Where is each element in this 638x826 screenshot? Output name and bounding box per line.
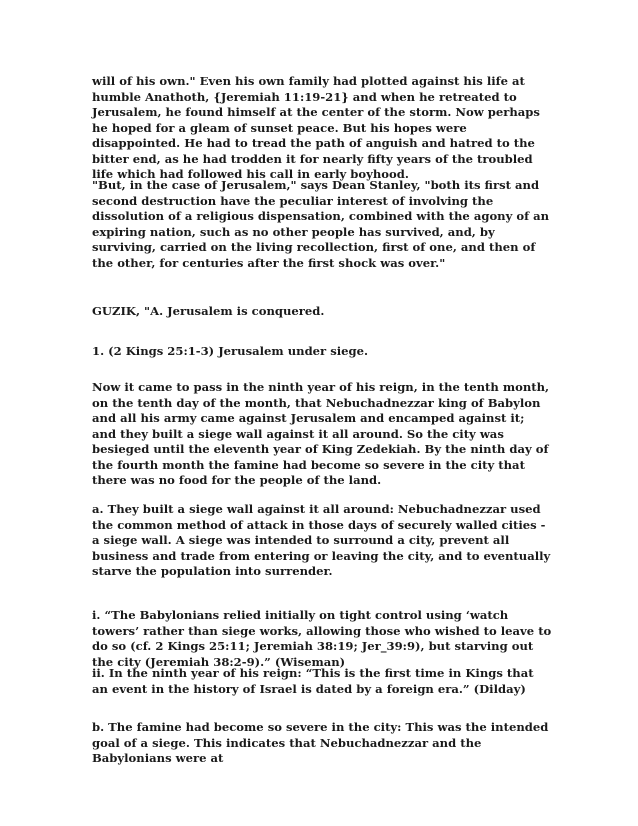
paragraph-dean-stanley-quote: "But, in the case of Jerusalem," says Dean Stanley, "both its first and second destruction have the peculiar interest of involving the dissolution of a religious dispensation, combined with the agony of an expiring nation, such as no other people has survived, and, by surviving, carried on the living recollection, first of one, and then of the other, for centuries after the first shock was over." [92, 178, 550, 270]
section-heading-guzik: GUZIK, "A. Jerusalem is conquered. [92, 304, 325, 318]
paragraph-siege-wall: a. They built a siege wall against it all around: Nebuchadnezzar used the common method of attack in those days of securely walled cities - a siege wall. A siege was intended to surround a city, prevent all business and trade from entering or leaving the city, and to eventually starve the population into surrender. [92, 502, 551, 578]
paragraph-famine: b. The famine had become so severe in the city: This was the intended goal of a siege. This indicates that Nebuchadnezzar and the Babylonians were at [92, 720, 549, 765]
paragraph-wiseman-quote: i. “The Babylonians relied initially on tight control using ‘watch towers’ rather than siege works, allowing those who wished to leave to do so (cf. 2 Kings 25:11; Jeremiah 38:19; Jer_39:9), but starving out the city (Jeremiah 38:2-9).” (Wiseman) [92, 608, 552, 669]
subsection-heading-siege: 1. (2 Kings 25:1-3) Jerusalem under siege. [92, 344, 369, 358]
paragraph-jeremiah-life: will of his own." Even his own family had plotted against his life at humble Anathoth, {Jeremiah 11:19-21} and when he retreated to Jerusalem, he found himself at the center of the storm. Now perhaps he hoped for a gleam of sunset peace. But his hopes were disappointed. He had to tread the path of anguish and hatred to the bitter end, as he had trodden it for nearly fifty years of the troubled life which had followed his call in early boyhood. [92, 74, 540, 181]
paragraph-dilday-quote: ii. In the ninth year of his reign: “This is the first time in Kings that an event in the history of Israel is dated by a foreign era.” (Dilday) [92, 666, 534, 696]
paragraph-scripture-2-kings-25: Now it came to pass in the ninth year of his reign, in the tenth month, on the tenth day of the month, that Nebuchadnezzar king of Babylon and all his army came against Jerusalem and encamped against it; and they built a siege wall against it all around. So the city was besieged until the eleventh year of King Zedekiah. By the ninth day of the fourth month the famine had become so severe in the city that there was no food for the people of the land. [92, 380, 550, 487]
